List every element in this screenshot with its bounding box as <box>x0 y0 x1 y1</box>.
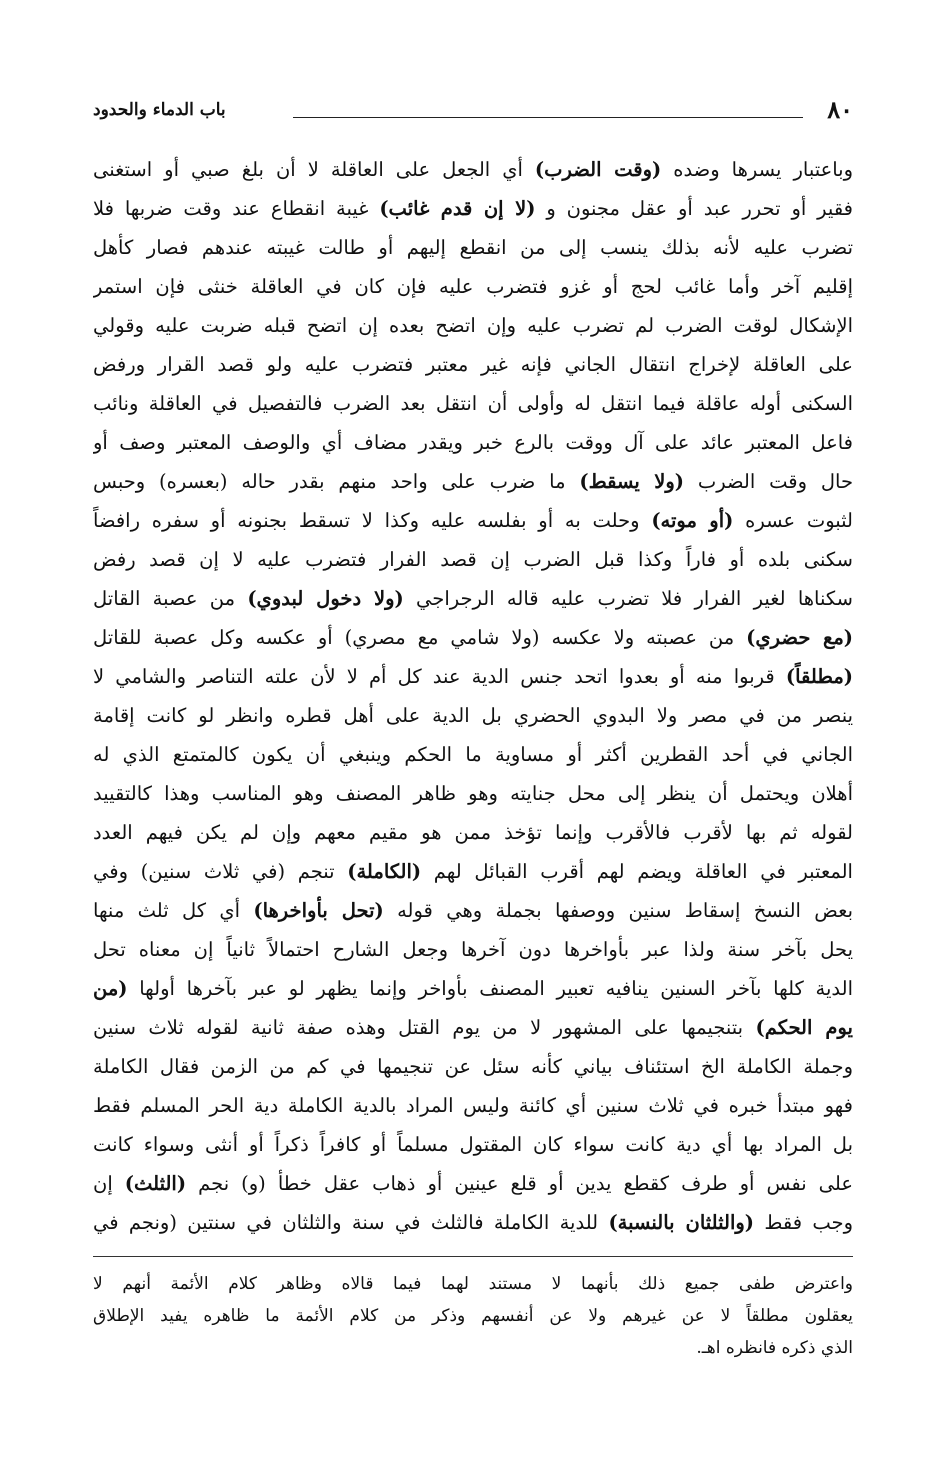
text-line <box>93 813 853 852</box>
text-segment: الجاني في أحد القطرين أكثر أو مساوية ما الحكم وينبغي أن يكون كالمتمتع الذي له <box>93 743 853 766</box>
text-segment: فهو مبتدأ خبره في ثلاث سنين أي كائنة وليس المراد بالدية الكاملة دية الحر المسلم فقط <box>93 1094 853 1117</box>
emphasized-phrase: (الكاملة) <box>347 860 422 883</box>
text-line <box>93 267 853 306</box>
main-text <box>93 150 853 1242</box>
text-segment: من عصبة القاتل <box>93 587 248 610</box>
text-segment: للدية الكاملة فالثلث في سنة والثلثان في سنتين (ونجم في <box>93 1211 609 1234</box>
text-line <box>93 501 853 540</box>
text-line <box>93 774 853 813</box>
text-line <box>93 462 853 501</box>
emphasized-phrase: (ولا دخول لبدوي) <box>247 587 404 610</box>
emphasized-phrase: (ولا يسقط) <box>579 470 685 493</box>
running-title: باب الدماء والحدود <box>93 100 226 120</box>
text-segment: ينصر من في مصر ولا البدوي الحضري بل الدية على أهل قطره وانظر لو كانت إقامة <box>93 704 853 727</box>
text-line <box>93 1008 853 1047</box>
emphasized-phrase: (تحل بأواخرها) <box>253 899 384 922</box>
footnote-line: يعقلون مطلقاً لا عن غيرهم ولا عن أنفسهم وذكر من كلام الأئمة ما ظاهره يفيد الإطلاق <box>93 1306 853 1326</box>
text-segment: الإشكال لوقت الضرب لم تضرب عليه وإن اتضح بعده إن اتضح قبله ضربت عليه وقولي <box>93 314 853 337</box>
emphasized-phrase: (من <box>93 977 128 1000</box>
text-segment: فقير أو تحرر عبد أو عقل مجنون و <box>535 197 853 220</box>
text-segment: قربوا منه أو بعدوا اتحد جنس الدية عند كل أم لا لأن علته التناصر والشامي لا <box>93 665 786 688</box>
text-segment: تنجم (في ثلاث سنين) وفي <box>93 860 348 883</box>
text-segment: وحلت به أو بفلسه عليه وكذا لا تسقط بجنونه أو سفره رافضاً <box>93 509 652 532</box>
text-segment: على العاقلة لإخراج انتقال الجاني فإنه غير معتبر فتضرب عليه ولو قصد القرار ورفض <box>93 353 853 376</box>
text-segment: على نفس أو طرف كقطع يدين أو قلع عينين أو ذهاب عقل خطأ (و) نجم <box>186 1172 853 1195</box>
text-line <box>93 540 853 579</box>
text-line <box>93 423 853 462</box>
emphasized-phrase: يوم الحكم) <box>755 1016 853 1039</box>
page-header <box>93 94 853 130</box>
text-segment: يحل بآخر سنة ولذا عبر بأواخرها دون آخرها وجعل الشارح احتمالاً ثانياً إن معناه تحل <box>93 938 853 961</box>
text-segment: من عصبته ولا عكسه (ولا شامي مع مصري) <box>344 626 747 649</box>
text-line <box>93 345 853 384</box>
emphasized-phrase: (وقت الضرب) <box>534 158 662 181</box>
text-segment: لقوله ثم بها لأقرب فالأقرب وإنما تؤخذ ممن هو مقيم معهم وإن لم يكن فيهم العدد <box>93 821 853 844</box>
text-line <box>93 618 853 657</box>
text-line <box>93 1047 853 1086</box>
text-segment: بعض النسخ إسقاط سنين ووصفها بجملة وهي قوله <box>383 899 853 922</box>
text-line <box>93 1086 853 1125</box>
text-segment: أي كل ثلث منها <box>93 899 254 922</box>
emphasized-phrase: (مع حضري) <box>746 626 853 649</box>
text-segment: سكناها لغير الفرار فلا تضرب عليه قاله الرجراجي <box>403 587 853 610</box>
text-line <box>93 1125 853 1164</box>
text-segment: السكنى أوله عاقلة فيما انتقل له وأولى أن انتقل بعد الضرب فالتفصيل في العاقلة ونائب <box>93 392 853 415</box>
text-segment: أي الجعل على العاقلة لا أن بلغ صبي أو استغنى <box>93 158 535 181</box>
text-line <box>93 150 853 189</box>
emphasized-phrase: (الثلث) <box>124 1172 187 1195</box>
text-segment: وجملة الكاملة الخ استئناف بياني كأنه سئل عن تنجيمها في كم من الزمن فقال الكاملة <box>93 1055 853 1078</box>
text-segment: وباعتبار يسرها وضده <box>661 158 853 181</box>
text-segment: حال وقت الضرب <box>684 470 853 493</box>
text-line <box>93 189 853 228</box>
text-line <box>93 969 853 1008</box>
text-segment: تضرب عليه لأنه بذلك ينسب إلى من انقطع إليهم أو طالت غيبته عندهم فصار كأهل <box>93 236 853 259</box>
text-segment: إن <box>93 1172 125 1195</box>
text-line <box>93 735 853 774</box>
page-number: ٨٠ <box>827 95 853 124</box>
text-segment: الدية كلها بآخر السنين ينافيه تعبير المصنف بأواخر وإنما يظهر لو عبر بآخرها أولها <box>127 977 853 1000</box>
text-line <box>93 657 853 696</box>
text-line <box>93 930 853 969</box>
text-segment: لثبوت عسره <box>733 509 853 532</box>
text-segment: وجب فقط <box>754 1211 853 1234</box>
text-segment: فاعل المعتبر عائد على آل ووقت بالرع خبر ويقدر مضاف أي والوصف المعتبر وصف أو <box>93 431 853 454</box>
text-segment: أو عكسه وكل عصبة للقاتل <box>93 626 345 649</box>
text-segment: المعتبر في العاقلة ويضم لهم أقرب القبائل لهم <box>421 860 853 883</box>
footnote-line: الذي ذكره فانظره اهـ. <box>696 1338 853 1358</box>
text-segment: أهلان ويحتمل أن ينظر إلى محل جنايته وهو ظاهر المصنف وهو المناسب وهذا كالتقييد <box>93 782 853 805</box>
text-line <box>93 1164 853 1203</box>
text-line <box>93 306 853 345</box>
text-segment: سكنى بلده أو فاراً وكذا قبل الضرب إن قصد الفرار فتضرب عليه لا إن قصد رفض <box>93 548 853 571</box>
header-rule <box>293 117 803 118</box>
text-line <box>93 852 853 891</box>
emphasized-phrase: (لا إن قدم غائب) <box>379 197 536 220</box>
text-line <box>93 579 853 618</box>
text-segment: إقليم آخر وأما غائب لحج أو غزو فتضرب عليه فإن كان في العاقلة خنثى فإن استمر <box>93 275 853 298</box>
text-line <box>93 696 853 735</box>
text-line <box>93 891 853 930</box>
text-segment: غيبة انقطاع عند وقت ضربها فلا <box>93 197 380 220</box>
text-line <box>93 384 853 423</box>
emphasized-phrase: (مطلقاً) <box>785 665 853 688</box>
text-line <box>93 1203 853 1242</box>
emphasized-phrase: (أو موته) <box>651 509 734 532</box>
text-segment: بل المراد بها أي دية كانت سواء كان المقتول مسلماً أو كافراً ذكراً أو أنثى وسواء كانت <box>93 1133 853 1156</box>
footnote-line: واعترض طفى جميع ذلك بأنهما لا مستند لهما فيما قالاه وظاهر كلام الأئمة أنهم لا <box>93 1274 853 1294</box>
emphasized-phrase: (والثلثان بالنسبة) <box>608 1211 755 1234</box>
footnotes <box>93 1268 853 1364</box>
text-segment: بتنجيمها على المشهور لا من يوم القتل وهذه صفة ثانية لقوله ثلاث سنين <box>93 1016 756 1039</box>
text-segment: ما ضرب على واحد منهم بقدر حاله (بعسره) وحبس <box>93 470 580 493</box>
text-line <box>93 228 853 267</box>
footnote-rule <box>93 1256 853 1257</box>
